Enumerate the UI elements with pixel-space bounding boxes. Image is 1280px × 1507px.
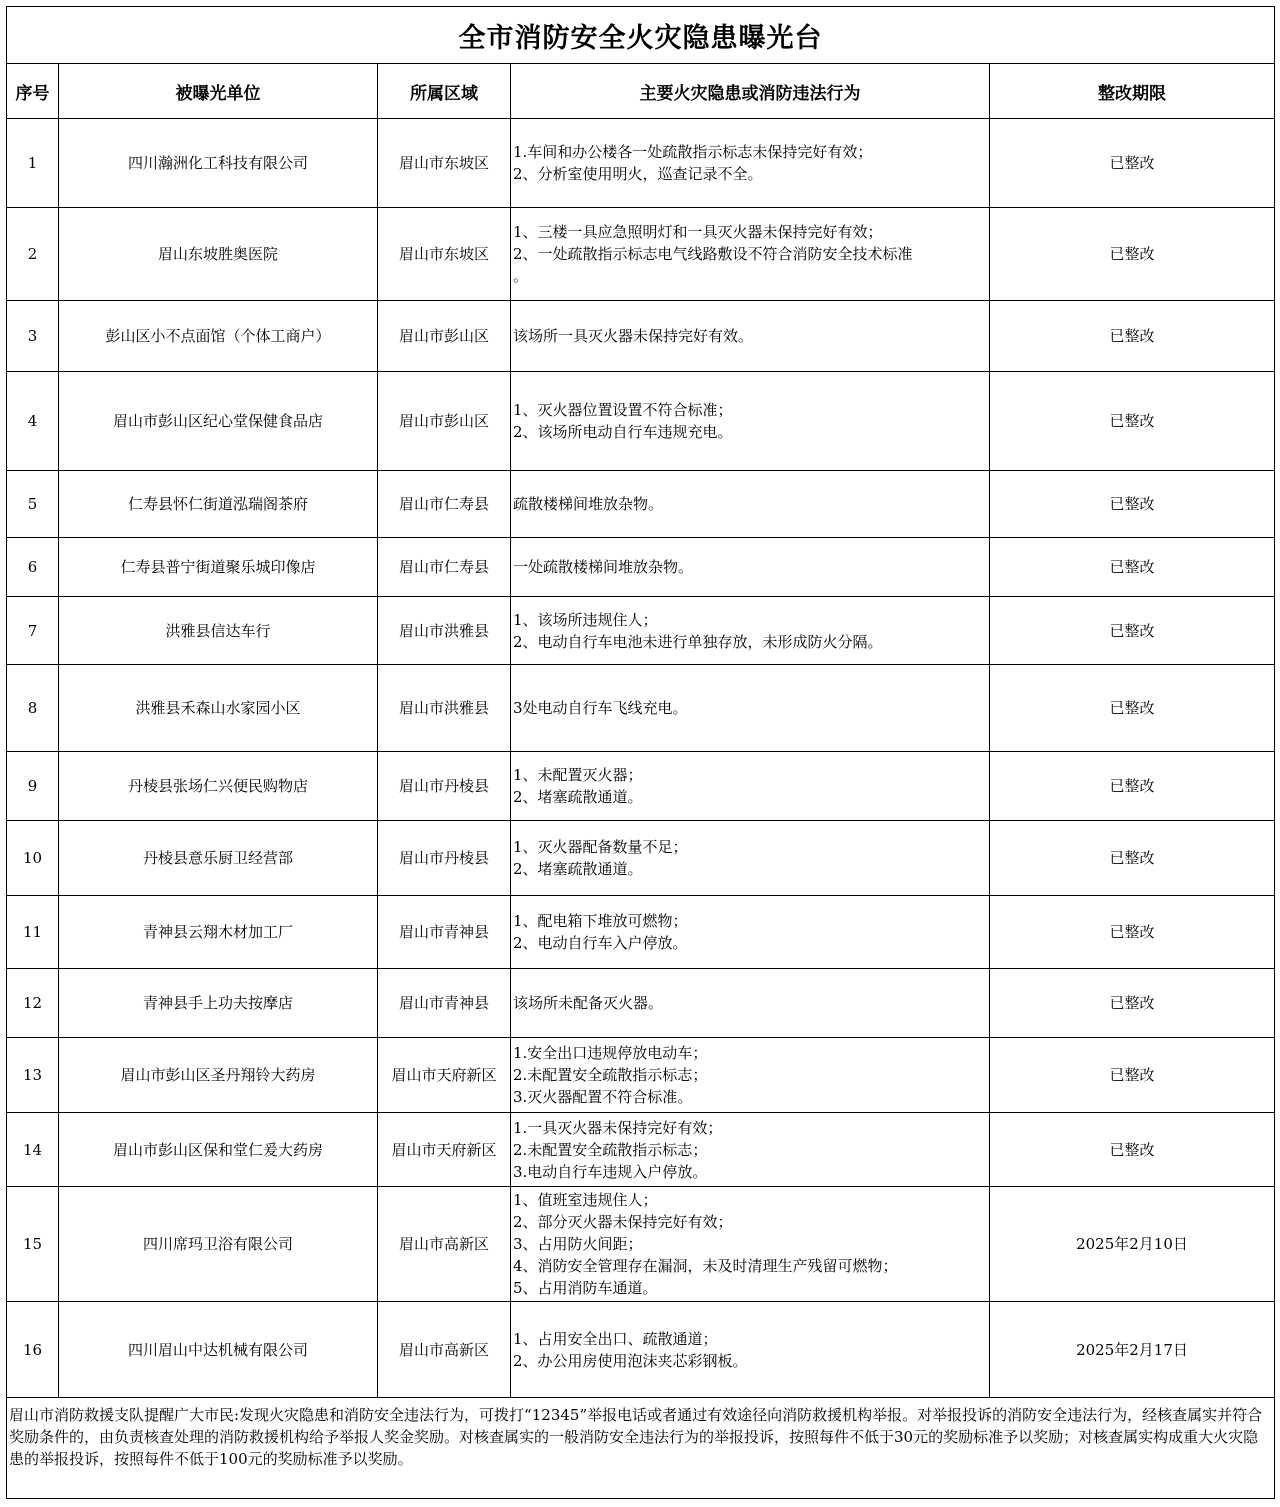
violation-list [511, 301, 990, 372]
rectification-deadline: 已整改 [990, 1038, 1275, 1113]
header-area: 所属区域 [378, 64, 511, 119]
exposed-unit: 洪雅县禾森山水家园小区 [59, 665, 378, 752]
exposure-sheet [6, 6, 1274, 1499]
header-row [7, 64, 1275, 119]
violation-item: 2、该场所电动自行车违规充电。 [513, 423, 733, 441]
rectification-deadline: 已整改 [990, 752, 1275, 821]
row-number: 7 [7, 597, 59, 665]
table-row [7, 1113, 1275, 1187]
footer-notice: 眉山市消防救援支队提醒广大市民:发现火灾隐患和消防安全违法行为，可拨打“12345”举报电话或者通过有效途径向消防救援机构举报。对举报投诉的消防安全违法行为，经核查属实并符合奖励条件的，由负责核查处理的消防救援机构给予举报人奖金奖励。对核查属实的一般消防安全违法行为的举报投诉，按照每件不低于30元的奖励标准予以奖励；对核查属实构成重大火灾隐患的举报投诉，按照每件不低于100元的奖励标准予以奖励。 [7, 1398, 1275, 1499]
district: 眉山市洪雅县 [378, 597, 511, 665]
violation-list [511, 752, 990, 821]
violation-item: 2、一处疏散指示标志电气线路敷设不符合消防安全技术标准 [513, 245, 913, 263]
exposed-unit: 青神县云翔木材加工厂 [59, 896, 378, 969]
violation-item: 疏散楼梯间堆放杂物。 [513, 495, 664, 513]
district: 眉山市丹棱县 [378, 821, 511, 896]
rectification-deadline: 2025年2月10日 [990, 1187, 1275, 1302]
violation-list [511, 597, 990, 665]
table-row [7, 208, 1275, 301]
district: 眉山市仁寿县 [378, 538, 511, 597]
district: 眉山市洪雅县 [378, 665, 511, 752]
violation-item: 1.车间和办公楼各一处疏散指示标志未保持完好有效； [513, 143, 873, 161]
table-row [7, 821, 1275, 896]
violation-item: 1、三楼一具应急照明灯和一具灭火器未保持完好有效； [513, 223, 883, 241]
exposed-unit: 丹棱县意乐厨卫经营部 [59, 821, 378, 896]
violation-item: 该场所一具灭火器未保持完好有效。 [513, 327, 754, 345]
violation-list [511, 665, 990, 752]
violation-item: 该场所未配备灭火器。 [513, 994, 664, 1012]
rectification-deadline: 已整改 [990, 119, 1275, 208]
violation-list [511, 208, 990, 301]
table-row [7, 665, 1275, 752]
violation-item: 2、电动自行车电池未进行单独存放，未形成防火分隔。 [513, 632, 883, 651]
violation-item: 。 [513, 267, 529, 285]
row-number: 2 [7, 208, 59, 301]
rectification-deadline: 已整改 [990, 301, 1275, 372]
header-no: 序号 [7, 64, 59, 119]
table-row [7, 301, 1275, 372]
exposed-unit: 眉山市彭山区保和堂仁爰大药房 [59, 1113, 378, 1187]
page-title: 全市消防安全火灾隐患曝光台 [7, 7, 1275, 64]
violation-item: 2、堵塞疏散通道。 [513, 788, 643, 806]
violation-item: 2、办公用房使用泡沫夹芯彩钢板。 [513, 1351, 748, 1370]
row-number: 9 [7, 752, 59, 821]
table-row [7, 1038, 1275, 1113]
exposed-unit: 洪雅县信达车行 [59, 597, 378, 665]
header-issues: 主要火灾隐患或消防违法行为 [511, 64, 990, 119]
violation-item: 1、未配置灭火器； [513, 766, 643, 784]
table-row [7, 969, 1275, 1038]
violation-list [511, 1038, 990, 1113]
row-number: 12 [7, 969, 59, 1038]
district: 眉山市彭山区 [378, 301, 511, 372]
violation-item: 1.一具灭火器未保持完好有效； [513, 1118, 723, 1137]
row-number: 1 [7, 119, 59, 208]
table-row [7, 752, 1275, 821]
violation-list [511, 538, 990, 597]
violation-list [511, 372, 990, 471]
table-row [7, 896, 1275, 969]
violation-item: 1、该场所违规住人； [513, 610, 658, 629]
header-unit: 被曝光单位 [59, 64, 378, 119]
violation-list [511, 821, 990, 896]
violation-list [511, 119, 990, 208]
exposed-unit: 四川席玛卫浴有限公司 [59, 1187, 378, 1302]
rectification-deadline: 已整改 [990, 372, 1275, 471]
rectification-deadline: 已整改 [990, 896, 1275, 969]
violation-item: 5、占用消防车通道。 [513, 1279, 658, 1297]
header-deadline: 整改期限 [990, 64, 1275, 119]
row-number: 3 [7, 301, 59, 372]
violation-item: 3.电动自行车违规入户停放。 [513, 1162, 708, 1181]
table-row [7, 597, 1275, 665]
table-row [7, 372, 1275, 471]
district: 眉山市天府新区 [378, 1038, 511, 1113]
exposed-unit: 仁寿县普宁街道聚乐城印像店 [59, 538, 378, 597]
district: 眉山市天府新区 [378, 1113, 511, 1187]
district: 眉山市青神县 [378, 896, 511, 969]
violation-item: 2、堵塞疏散通道。 [513, 860, 643, 878]
rectification-deadline: 已整改 [990, 969, 1275, 1038]
violation-item: 2、部分灭火器未保持完好有效； [513, 1213, 733, 1231]
exposed-unit: 彭山区小不点面馆（个体工商户） [59, 301, 378, 372]
rectification-deadline: 已整改 [990, 208, 1275, 301]
violation-item: 2、分析室使用明火，巡查记录不全。 [513, 165, 763, 183]
violation-list [511, 896, 990, 969]
district: 眉山市高新区 [378, 1302, 511, 1398]
violation-item: 1、灭火器配备数量不足； [513, 838, 688, 856]
violation-list [511, 1113, 990, 1187]
table-row [7, 119, 1275, 208]
violation-item: 1、灭火器位置设置不符合标准； [513, 401, 733, 419]
row-number: 5 [7, 471, 59, 538]
district: 眉山市彭山区 [378, 372, 511, 471]
exposed-unit: 仁寿县怀仁街道泓瑞阁茶府 [59, 471, 378, 538]
violation-item: 1、值班室违规住人； [513, 1191, 658, 1209]
violation-item: 1、配电箱下堆放可燃物； [513, 912, 688, 930]
district: 眉山市仁寿县 [378, 471, 511, 538]
district: 眉山市东坡区 [378, 119, 511, 208]
violation-item: 2、电动自行车入户停放。 [513, 934, 688, 952]
row-number: 4 [7, 372, 59, 471]
exposed-unit: 丹棱县张场仁兴便民购物店 [59, 752, 378, 821]
table-row [7, 1302, 1275, 1398]
district: 眉山市东坡区 [378, 208, 511, 301]
row-number: 14 [7, 1113, 59, 1187]
exposed-unit: 眉山东坡胜奥医院 [59, 208, 378, 301]
violation-list [511, 969, 990, 1038]
exposed-unit: 眉山市彭山区圣丹翔铃大药房 [59, 1038, 378, 1113]
district: 眉山市高新区 [378, 1187, 511, 1302]
table-row [7, 1187, 1275, 1302]
exposed-unit: 四川眉山中达机械有限公司 [59, 1302, 378, 1398]
exposed-unit: 青神县手上功夫按摩店 [59, 969, 378, 1038]
violation-list [511, 1302, 990, 1398]
violation-item: 3、占用防火间距； [513, 1235, 643, 1253]
rectification-deadline: 已整改 [990, 471, 1275, 538]
row-number: 11 [7, 896, 59, 969]
row-number: 16 [7, 1302, 59, 1398]
row-number: 6 [7, 538, 59, 597]
violation-item: 1.安全出口违规停放电动车； [513, 1044, 708, 1062]
violation-item: 4、消防安全管理存在漏洞，未及时清理生产残留可燃物； [513, 1257, 898, 1275]
rectification-deadline: 2025年2月17日 [990, 1302, 1275, 1398]
exposure-table [6, 6, 1275, 1499]
rectification-deadline: 已整改 [990, 1113, 1275, 1187]
violation-list [511, 471, 990, 538]
table-body [7, 119, 1275, 1398]
exposed-unit: 眉山市彭山区纪心堂保健食品店 [59, 372, 378, 471]
violation-item: 2.未配置安全疏散指示标志； [513, 1140, 708, 1159]
district: 眉山市丹棱县 [378, 752, 511, 821]
table-row [7, 471, 1275, 538]
rectification-deadline: 已整改 [990, 821, 1275, 896]
violation-item: 2.未配置安全疏散指示标志； [513, 1066, 708, 1084]
rectification-deadline: 已整改 [990, 538, 1275, 597]
rectification-deadline: 已整改 [990, 665, 1275, 752]
violation-item: 1、占用安全出口、疏散通道； [513, 1329, 718, 1348]
district: 眉山市青神县 [378, 969, 511, 1038]
violation-list [511, 1187, 990, 1302]
exposed-unit: 四川瀚洲化工科技有限公司 [59, 119, 378, 208]
rectification-deadline: 已整改 [990, 597, 1275, 665]
row-number: 10 [7, 821, 59, 896]
table-row [7, 538, 1275, 597]
violation-item: 3处电动自行车飞线充电。 [513, 699, 688, 717]
violation-item: 3.灭火器配置不符合标准。 [513, 1088, 693, 1106]
row-number: 15 [7, 1187, 59, 1302]
violation-item: 一处疏散楼梯间堆放杂物。 [513, 558, 694, 576]
row-number: 8 [7, 665, 59, 752]
row-number: 13 [7, 1038, 59, 1113]
